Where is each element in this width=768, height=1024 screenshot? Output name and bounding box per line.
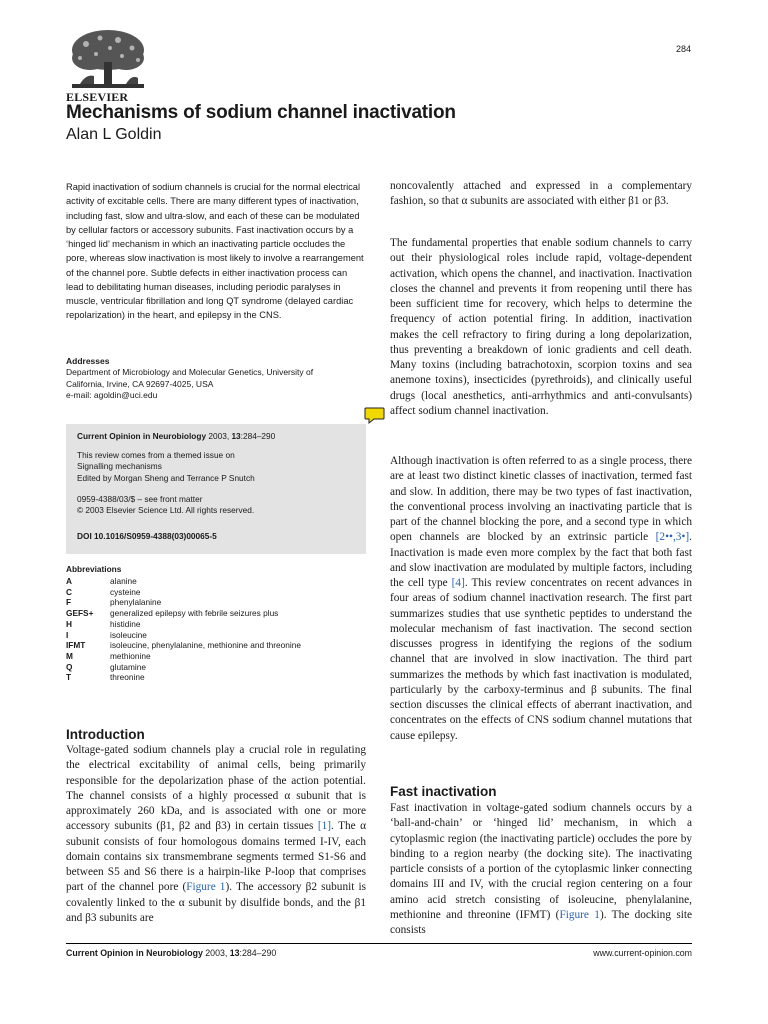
journal-name: Current Opinion in Neurobiology [77, 431, 207, 441]
abbreviation-row [66, 651, 366, 662]
abbreviation-row [66, 640, 366, 651]
body-text: . This review concentrates on recent advances in four areas of sodium channel inactivation research. The first part summarizes studies that use synthetic peptides to understand the molecular mechanism of fast inactivation. The second section discusses progress in identifying the regions of the sodium channel that are involved in slow inactivation. The third part summarizes the methods by which fast inactivation is modulated, particularly by the carboxy-terminus and β subunits. The final section discusses the clinical effects of aberrant inactivation, and concentrates on the effects of CNS sodium channel mutations that cause epilepsy. [390, 577, 693, 742]
theme-line: This review comes from a themed issue on [77, 450, 235, 460]
abbreviation-value: alanine [110, 576, 137, 586]
abbreviation-row [66, 630, 366, 641]
journal-pages: :284–290 [239, 948, 277, 958]
abbreviation-row [66, 597, 366, 608]
footer-url[interactable]: www.current-opinion.com [593, 948, 692, 958]
journal-name: Current Opinion in Neurobiology [66, 948, 203, 958]
reference-link[interactable]: [4] [451, 577, 465, 589]
body-paragraph [390, 801, 692, 938]
address-line: California, Irvine, CA 92697-4025, USA [66, 378, 214, 389]
abbreviation-key: I [66, 629, 69, 640]
abbreviation-key: A [66, 576, 72, 586]
body-paragraph: The fundamental properties that enable sodium channels to carry out their physiological roles include rapid, voltage-dependent activation, which opens the channel, and inactivation. Inactivation closes the channel and prevents it from reopening until there has been sufficient time for recovery, which helps to determine the frequency of action potential firing. In addition, inactivation makes the cell refractory to firing during a long depolarization, thus preventing a breakdown of ionic gradients and cell death. Many toxins (including batrachotoxin, scorpion toxins and sea anemone toxins), insecticides (pyrethroids), and clinically useful drugs (local anesthetics, anti-arrhythmics and anti-convulsants) affect sodium channel inactivation. [390, 237, 692, 417]
body-paragraph [390, 454, 692, 744]
article-title: Mechanisms of sodium channel inactivation [66, 102, 456, 123]
abbreviation-row [66, 672, 366, 683]
abbreviation-value: threonine [110, 672, 145, 683]
infobox-journal-citation [77, 431, 357, 442]
journal-year: 2003, [202, 948, 230, 958]
abbreviation-key: F [66, 597, 72, 608]
address-line: Department of Microbiology and Molecular Genetics, University of [66, 367, 314, 377]
addresses-heading: Addresses [66, 356, 110, 366]
reference-link[interactable]: [1] [317, 820, 332, 833]
abbreviation-value: phenylalanine [110, 597, 162, 608]
email-address[interactable]: e-mail: agoldin@uci.edu [66, 390, 158, 401]
abstract: Rapid inactivation of sodium channels is crucial for the normal electrical activity of excitable cells. There are many different types of inactivation, including fast, slow and ultra-slow, and each of these can be modulated by cellular factors or accessory subunits. Fast inactivation occurs by a ‘hinged lid’ mechanism in which an inactivating particle occludes the pore, whereas slow inactivation is most likely to involve a rearrangement of the channel pore. Subtle defects in either inactivation process can lead to debilitating human diseases, including periodic paralyses in muscle, ventricular fibrillation and long QT syndrome (delayed cardiac repolarization) in the heart, and epilepsy in the CNS. [66, 182, 364, 321]
abbreviation-value: generalized epilepsy with febrile seizures plus [110, 608, 279, 619]
abbreviation-value: isoleucine [110, 629, 147, 640]
reference-link[interactable]: [2••,3•] [655, 531, 690, 544]
theme-editors: Edited by Morgan Sheng and Terrance P Snutch [77, 472, 255, 483]
figure-link[interactable]: Figure 1 [186, 881, 226, 894]
introduction-paragraph [66, 743, 366, 926]
body-paragraph: noncovalently attached and expressed in a complementary fashion, so that α subunits are associated with either β1 or β3. [390, 180, 692, 208]
abbreviation-key: C [66, 586, 72, 597]
abbreviation-row [66, 608, 366, 619]
abbreviations-list [66, 576, 366, 683]
footer-journal-citation [66, 948, 276, 958]
body-text: Fast inactivation in voltage-gated sodium channels occurs by a ‘ball-and-chain’ or ‘hinged lid’ mechanism, in which a cytoplasmic region (the inactivating particle) occludes the pore by binding to a region nearby (the docking site). The inactivating particle consists of a portion of the cytoplasmic linker connecting domains III and IV, with the crucial region centering on a four amino acid stretch consisting of isoleucine, phenylalanine, methionine and threonine (IFMT) ( [390, 802, 692, 921]
abbreviation-key: T [66, 672, 72, 683]
journal-volume: 13 [231, 431, 241, 441]
abbreviation-key: M [66, 650, 73, 661]
abbreviation-value: glutamine [110, 661, 146, 672]
comment-note-icon[interactable] [364, 406, 385, 425]
body-text: Although inactivation is often referred to as a single process, there are at least two distinct kinetic classes of inactivation, termed fast and slow. In addition, there may be two types of fast inactivation, the conventional process involving an inactivating particle that is part of the channel blocking the pore, and a second type in which open channels are blocked by an extrinsic particle [390, 455, 692, 544]
abbreviation-value: histidine [110, 618, 141, 629]
abbreviation-key: Q [66, 661, 73, 672]
body-text: Voltage-gated sodium channels play a crucial role in regulating the electrical excitability of animal cells, being primarily responsible for the depolarization phase of the action potential. The channel consists of a highly processed α subunit that is approximately 260 kDa, and is associated with one or more accessory subunits (β1, β2 and β3) in certain tissues [66, 744, 366, 833]
introduction-heading: Introduction [66, 727, 145, 742]
abbreviation-row [66, 576, 366, 587]
theme-name: Signalling mechanisms [77, 461, 162, 472]
journal-volume: 13 [229, 948, 240, 958]
themed-issue-info [77, 450, 357, 484]
footer-divider [66, 943, 692, 944]
abbreviation-value: isoleucine, phenylalanine, methionine and threonine [110, 640, 301, 651]
body-text: ). The accessory β2 subunit is covalently linked to the α subunit by disulfide bonds, and the β1 and β3 subunits are [66, 881, 366, 924]
article-author: Alan L Goldin [66, 126, 162, 143]
journal-pages: :284–290 [240, 431, 276, 441]
fast-inactivation-heading: Fast inactivation [390, 784, 497, 799]
abbreviations-heading: Abbreviations [66, 564, 122, 574]
issn: 0959-4388/03/$ – see front matter [77, 494, 203, 504]
doi[interactable]: DOI 10.1016/S0959-4388(03)00065-5 [77, 531, 217, 541]
abbreviation-row [66, 662, 366, 673]
figure-link[interactable]: Figure 1 [559, 908, 600, 921]
body-text: . Inactivation is made even more complex by the fact that both fast and slow inactivation are modulated by multiple factors, including the cell type [390, 531, 692, 589]
page-number: 284 [676, 44, 692, 54]
issn-info [77, 494, 357, 517]
body-text: ). The docking site consists [390, 908, 693, 936]
abbreviation-key: IFMT [66, 640, 86, 651]
abbreviation-key: GEFS+ [66, 608, 94, 619]
abbreviation-row [66, 587, 366, 598]
abbreviation-row [66, 619, 366, 630]
abbreviation-value: methionine [110, 650, 151, 661]
copyright: © 2003 Elsevier Science Ltd. All rights reserved. [77, 505, 255, 516]
publisher-name: ELSEVIER [66, 90, 129, 104]
abbreviation-value: cysteine [110, 586, 141, 597]
addresses [66, 367, 366, 402]
body-text: . The α subunit consists of four homologous domains termed I-IV, each domain contains six transmembrane segments termed S1-S6 and between S5 and S6 there is a hairpin-like P-loop that comprises part of the channel pore ( [66, 820, 366, 894]
elsevier-tree-logo [66, 28, 150, 94]
article-info-box [66, 424, 366, 554]
journal-year: 2003, [206, 431, 232, 441]
abbreviation-key: H [66, 618, 72, 629]
